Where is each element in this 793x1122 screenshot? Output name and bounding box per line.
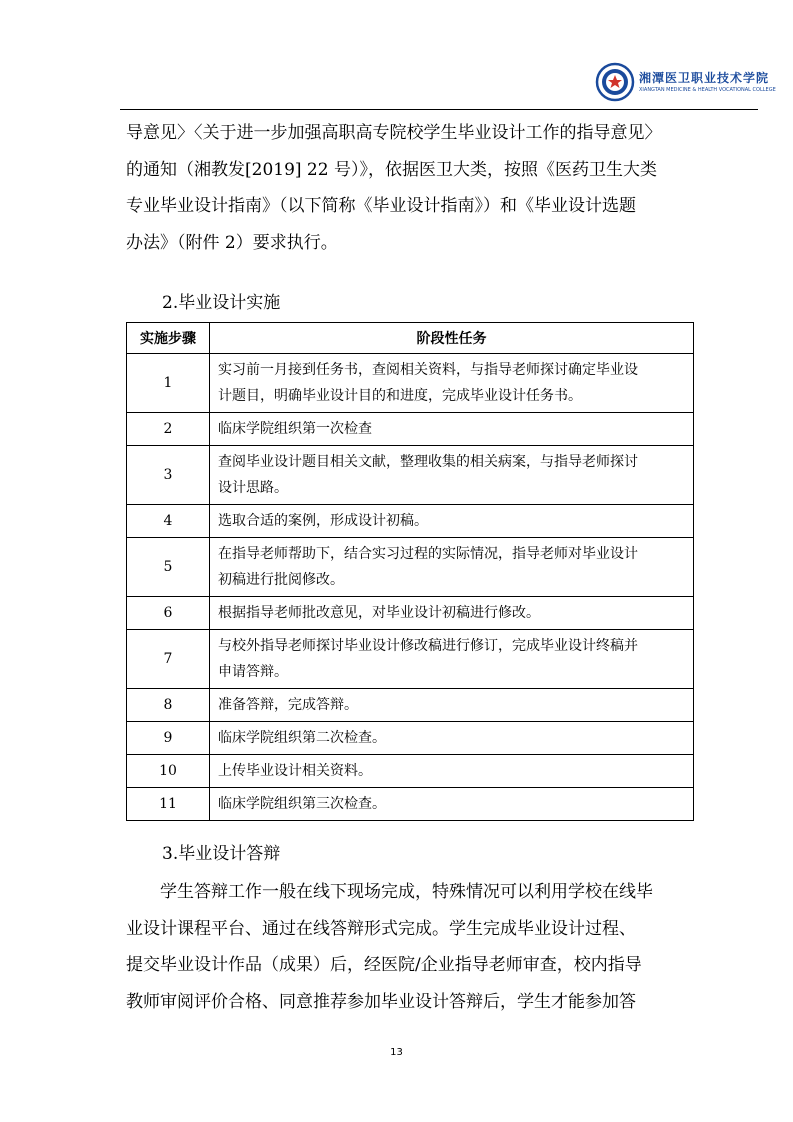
text-line: 办法》（附件 2）要求执行。 [126,232,338,253]
task-line: 计题目，明确毕业设计目的和进度，完成毕业设计任务书。 [218,388,582,404]
college-emblem-icon [595,62,635,102]
logo-english-name: XIANGTAN MEDICINE & HEALTH VOCATIONAL COLLEGE [639,87,776,93]
task-line: 准备答辩，完成答辩。 [218,697,358,713]
text-line: 提交毕业设计作品（成果）后，经医院/企业指导老师审查，校内指导 [126,955,642,975]
implementation-steps-table [126,322,694,821]
text-line: 教师审阅评价合格、同意推荐参加毕业设计答辩后，学生才能参加答 [126,991,636,1012]
table-row [127,630,694,689]
table-header-row [127,323,694,354]
task-line: 实习前一月接到任务书，查阅相关资料，与指导老师探讨确定毕业设 [218,362,638,378]
table-row [127,354,694,413]
task-line: 上传毕业设计相关资料。 [218,763,372,779]
page-number: 13 [390,1047,403,1058]
step-task [210,630,694,689]
text-line: 业设计课程平台、通过在线答辩形式完成。学生完成毕业设计过程、 [126,918,636,939]
table-row [127,755,694,788]
step-task [210,722,694,755]
task-line: 初稿进行批阅修改。 [218,572,344,588]
step-number: 7 [127,630,210,689]
step-number: 11 [127,788,210,821]
column-header-step: 实施步骤 [127,323,210,354]
table-row [127,505,694,538]
step-number: 10 [127,755,210,788]
task-line: 查阅毕业设计题目相关文献，整理收集的相关病案，与指导老师探讨 [218,454,638,470]
step-number: 8 [127,689,210,722]
step-number: 4 [127,505,210,538]
text-line: 导意见〉〈关于进一步加强高职高专院校学生毕业设计工作的指导意见〉 [126,123,662,143]
step-task [210,505,694,538]
table-row [127,413,694,446]
task-line: 与校外指导老师探讨毕业设计修改稿进行修订，完成毕业设计终稿并 [218,638,638,654]
text-line: 专业毕业设计指南》（以下简称《毕业设计指南》）和《毕业设计选题 [126,196,636,216]
college-logo [595,62,776,104]
task-line: 申请答辩。 [218,664,288,680]
task-line: 临床学院组织第一次检查 [218,421,372,437]
table-row [127,788,694,821]
step-number: 3 [127,446,210,505]
step-task [210,689,694,722]
step-task [210,538,694,597]
step-number: 2 [127,413,210,446]
step-number: 1 [127,354,210,413]
task-line: 根据指导老师批改意见，对毕业设计初稿进行修改。 [218,605,540,621]
task-line: 设计思路。 [218,480,288,496]
step-task [210,597,694,630]
table-row [127,446,694,505]
table-row [127,689,694,722]
text-line: 的通知（湘教发[2019] 22 号）》，依据医卫大类，按照《医药卫生大类 [126,159,657,180]
task-line: 在指导老师帮助下，结合实习过程的实际情况，指导老师对毕业设计 [218,546,638,562]
task-line: 选取合适的案例，形成设计初稿。 [218,513,428,529]
intro-paragraph [126,115,706,261]
header-rule [120,109,758,110]
column-header-task: 阶段性任务 [210,323,694,354]
step-task [210,413,694,446]
table-row [127,538,694,597]
step-number: 5 [127,538,210,597]
step-number: 9 [127,722,210,755]
step-task [210,354,694,413]
table-row [127,722,694,755]
text-line: 学生答辩工作一般在线下现场完成，特殊情况可以利用学校在线毕 [160,882,653,902]
step-task [210,788,694,821]
defense-paragraph [126,874,706,1020]
table-row [127,597,694,630]
section-heading-3: 3.毕业设计答辩 [162,844,281,864]
section-heading-2: 2.毕业设计实施 [162,293,281,313]
task-line: 临床学院组织第二次检查。 [218,730,386,746]
step-number: 6 [127,597,210,630]
logo-chinese-name: 湘潭医卫职业技术学院 [639,71,770,85]
step-task [210,755,694,788]
step-task [210,446,694,505]
task-line: 临床学院组织第三次检查。 [218,796,386,812]
